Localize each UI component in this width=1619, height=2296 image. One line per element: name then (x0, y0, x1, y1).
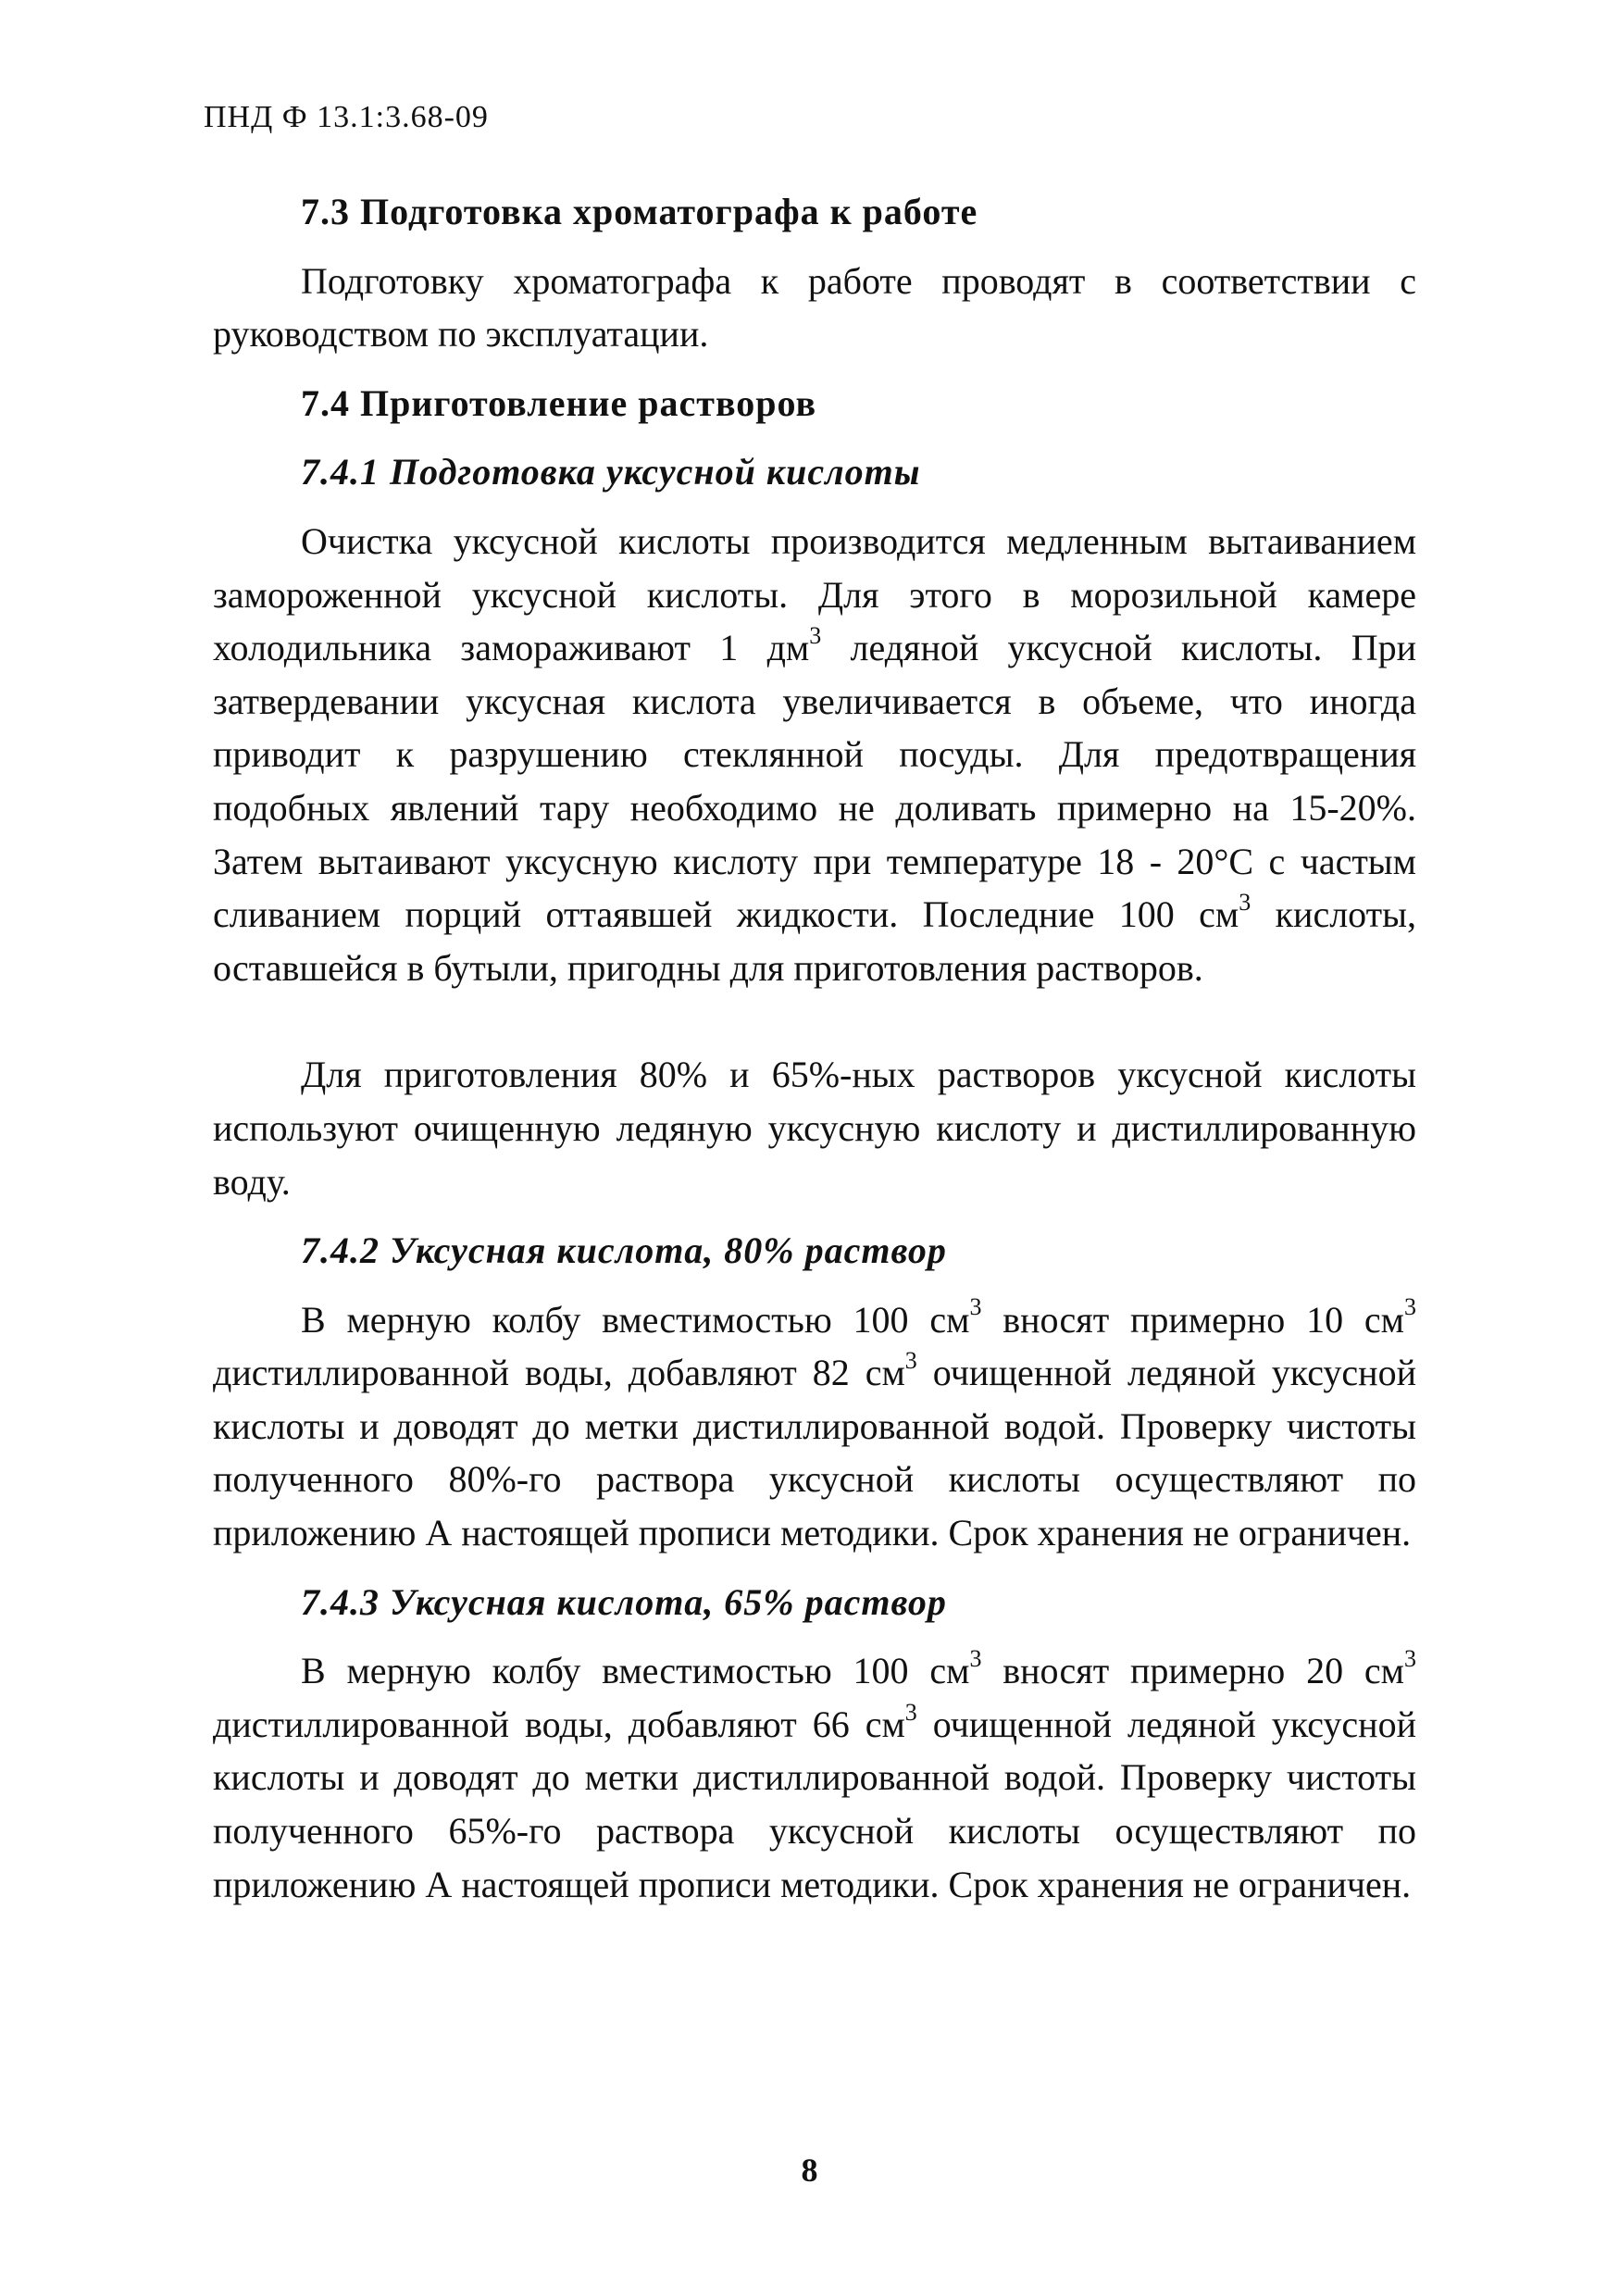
section-7-4-heading: 7.4 Приготовление растворов (301, 381, 817, 424)
section-7-4-1-paragraph-2: Для приготовления 80% и 65%-ных растворов уксусной кислоты используют очищенную ледяную уксусную кислоту и дистиллированную воду. (213, 1054, 1416, 1203)
superscript-3: 3 (904, 1698, 917, 1726)
section-7-4-3-heading: 7.4.3 Уксусная кислота, 65% раствор (301, 1580, 947, 1623)
superscript-3: 3 (1404, 1293, 1416, 1321)
section-7-4-1-paragraph: Очистка уксусной кислоты производится медленным вытаиванием замороженной уксусной кислоты. Для этого в морозильной камере холодильника замораживают 1 $дм^3$ ледяной уксусной кислоты. При затвердевании уксусная кислота увеличивается в объеме, что иногда приводит к разрушению стеклянной посуды. Для предотвращения подобных явлений тару необходимо не доливать примерно на 15-20%. Затем вытаивают уксусную кислоту при температуре 18 - 20°С с частым сливанием порций оттаявшей жидкости. Последние 100 $см^3$ кислоты, оставшейся в бутыли, пригодны для приготовления растворов. (213, 519, 1417, 989)
superscript-3: 3 (904, 1346, 917, 1374)
section-7-4-2-paragraph: В мерную колбу вместимостью 100 $см^3$ вносят примерно 10 $см^3$ дистиллированной воды, добавляют 82 $см^3$ очищенной ледяной уксусной кислоты и доводят до метки дистиллированной водой. Проверку чистоты полученного 80%-го раствора уксусной кислоты осуществляют по приложению А настоящей прописи методики. Срок хранения не ограничен. (213, 1293, 1416, 1554)
superscript-3: 3 (1239, 888, 1252, 916)
document-body (213, 185, 1416, 1911)
superscript-3: 3 (1404, 1644, 1416, 1672)
section-7-4-1-heading: 7.4.1 Подготовка уксусной кислоты (301, 451, 921, 493)
section-7-3-text: Подготовку хроматографа к работе проводят в соответствии с руководством по эксплуатации. (213, 259, 1416, 356)
section-7-4-2-heading: 7.4.2 Уксусная кислота, 80% раствор (301, 1229, 947, 1272)
document-code-header: ПНД Ф 13.1:3.68-09 (204, 100, 489, 134)
section-7-4-3-paragraph: В мерную колбу вместимостью 100 $см^3$ вносят примерно 20 $см^3$ дистиллированной воды, добавляют 66 $см^3$ очищенной ледяной уксусной кислоты и доводят до метки дистиллированной водой. Проверку чистоты полученного 65%-го раствора уксусной кислоты осуществляют по приложению А настоящей прописи методики. Срок хранения не ограничен. (213, 1644, 1416, 1905)
section-7-3-heading: 7.3 Подготовка хроматографа к работе (301, 191, 978, 232)
superscript-3: 3 (809, 621, 822, 649)
superscript-3: 3 (969, 1644, 982, 1672)
superscript-3: 3 (969, 1293, 982, 1321)
page-number: 8 (801, 2152, 818, 2189)
